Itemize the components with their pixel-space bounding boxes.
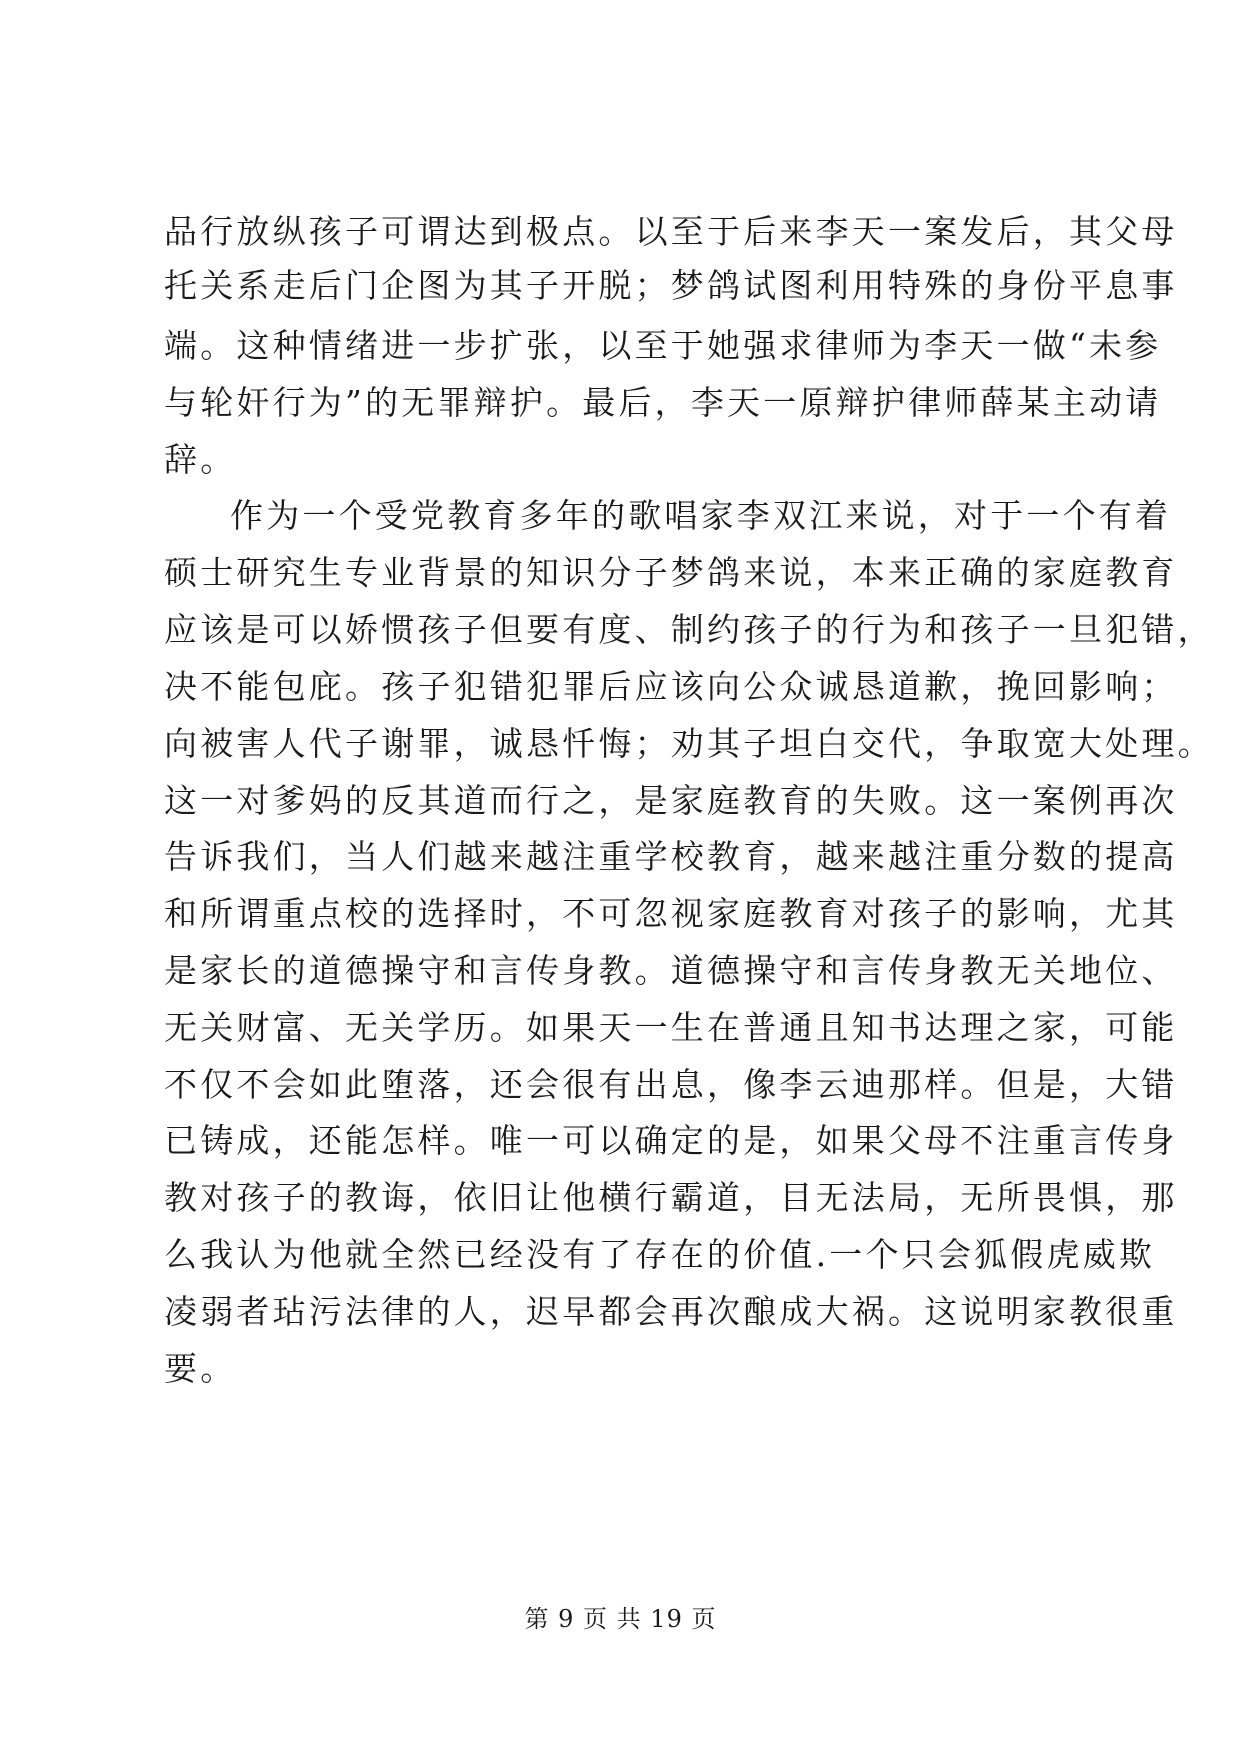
page-number-footer: 第 9 页 共 19 页: [524, 1605, 717, 1633]
paragraph-2-line-12: 已铸成，还能怎样。唯一可以确定的是，如果父母不注重言传身: [164, 1121, 1178, 1160]
paragraph-2-line-3: 应该是可以娇惯孩子但要有度、制约孩子的行为和孩子一旦犯错，: [164, 610, 1214, 649]
paragraph-2-line-11: 不仅不会如此堕落，还会很有出息，像李云迪那样。但是，大错: [164, 1065, 1178, 1104]
paragraph-2-line-10: 无关财富、无关学历。如果天一生在普通且知书达理之家，可能: [164, 1008, 1178, 1047]
paragraph-2-line-14: 么我认为他就全然已经没有了存在的价值.一个只会狐假虎威欺: [164, 1235, 1156, 1274]
paragraph-2-line-9: 是家长的道德操守和言传身教。道德操守和言传身教无关地位、: [164, 951, 1178, 990]
paragraph-2-line-5: 向被害人代子谢罪，诚恳忏悔；劝其子坦白交代，争取宽大处理。: [164, 724, 1214, 763]
paragraph-2-line-15: 凌弱者玷污法律的人，迟早都会再次酿成大祸。这说明家教很重: [164, 1292, 1178, 1331]
paragraph-1-line-2: 托关系走后门企图为其子开脱；梦鸽试图利用特殊的身份平息事: [164, 266, 1178, 305]
paragraph-2-line-8: 和所谓重点校的选择时，不可忽视家庭教育对孩子的影响，尤其: [164, 894, 1178, 933]
paragraph-2-line-13: 教对孩子的教诲，依旧让他横行霸道，目无法局，无所畏惧，那: [164, 1178, 1178, 1217]
paragraph-2-line-1: 作为一个受党教育多年的歌唱家李双江来说，对于一个有着: [230, 496, 1172, 535]
paragraph-1-line-1: 品行放纵孩子可谓达到极点。以至于后来李天一案发后，其父母: [164, 212, 1178, 251]
paragraph-1-line-5: 辞。: [164, 440, 237, 479]
paragraph-2-line-16: 要。: [164, 1349, 237, 1388]
paragraph-2-line-2: 硕士研究生专业背景的知识分子梦鸽来说，本来正确的家庭教育: [164, 553, 1178, 592]
paragraph-2-line-4: 决不能包庇。孩子犯错犯罪后应该向公众诚恳道歉，挽回影响；: [164, 667, 1178, 706]
paragraph-2-line-6: 这一对爹妈的反其道而行之，是家庭教育的失败。这一案例再次: [164, 781, 1178, 820]
paragraph-2-line-7: 告诉我们，当人们越来越注重学校教育，越来越注重分数的提高: [164, 837, 1178, 876]
paragraph-1-line-4: 与轮奸行为”的无罪辩护。最后，李天一原辩护律师薛某主动请: [164, 383, 1162, 422]
paragraph-1-line-3: 端。这种情绪进一步扩张，以至于她强求律师为李天一做“未参: [164, 326, 1162, 365]
